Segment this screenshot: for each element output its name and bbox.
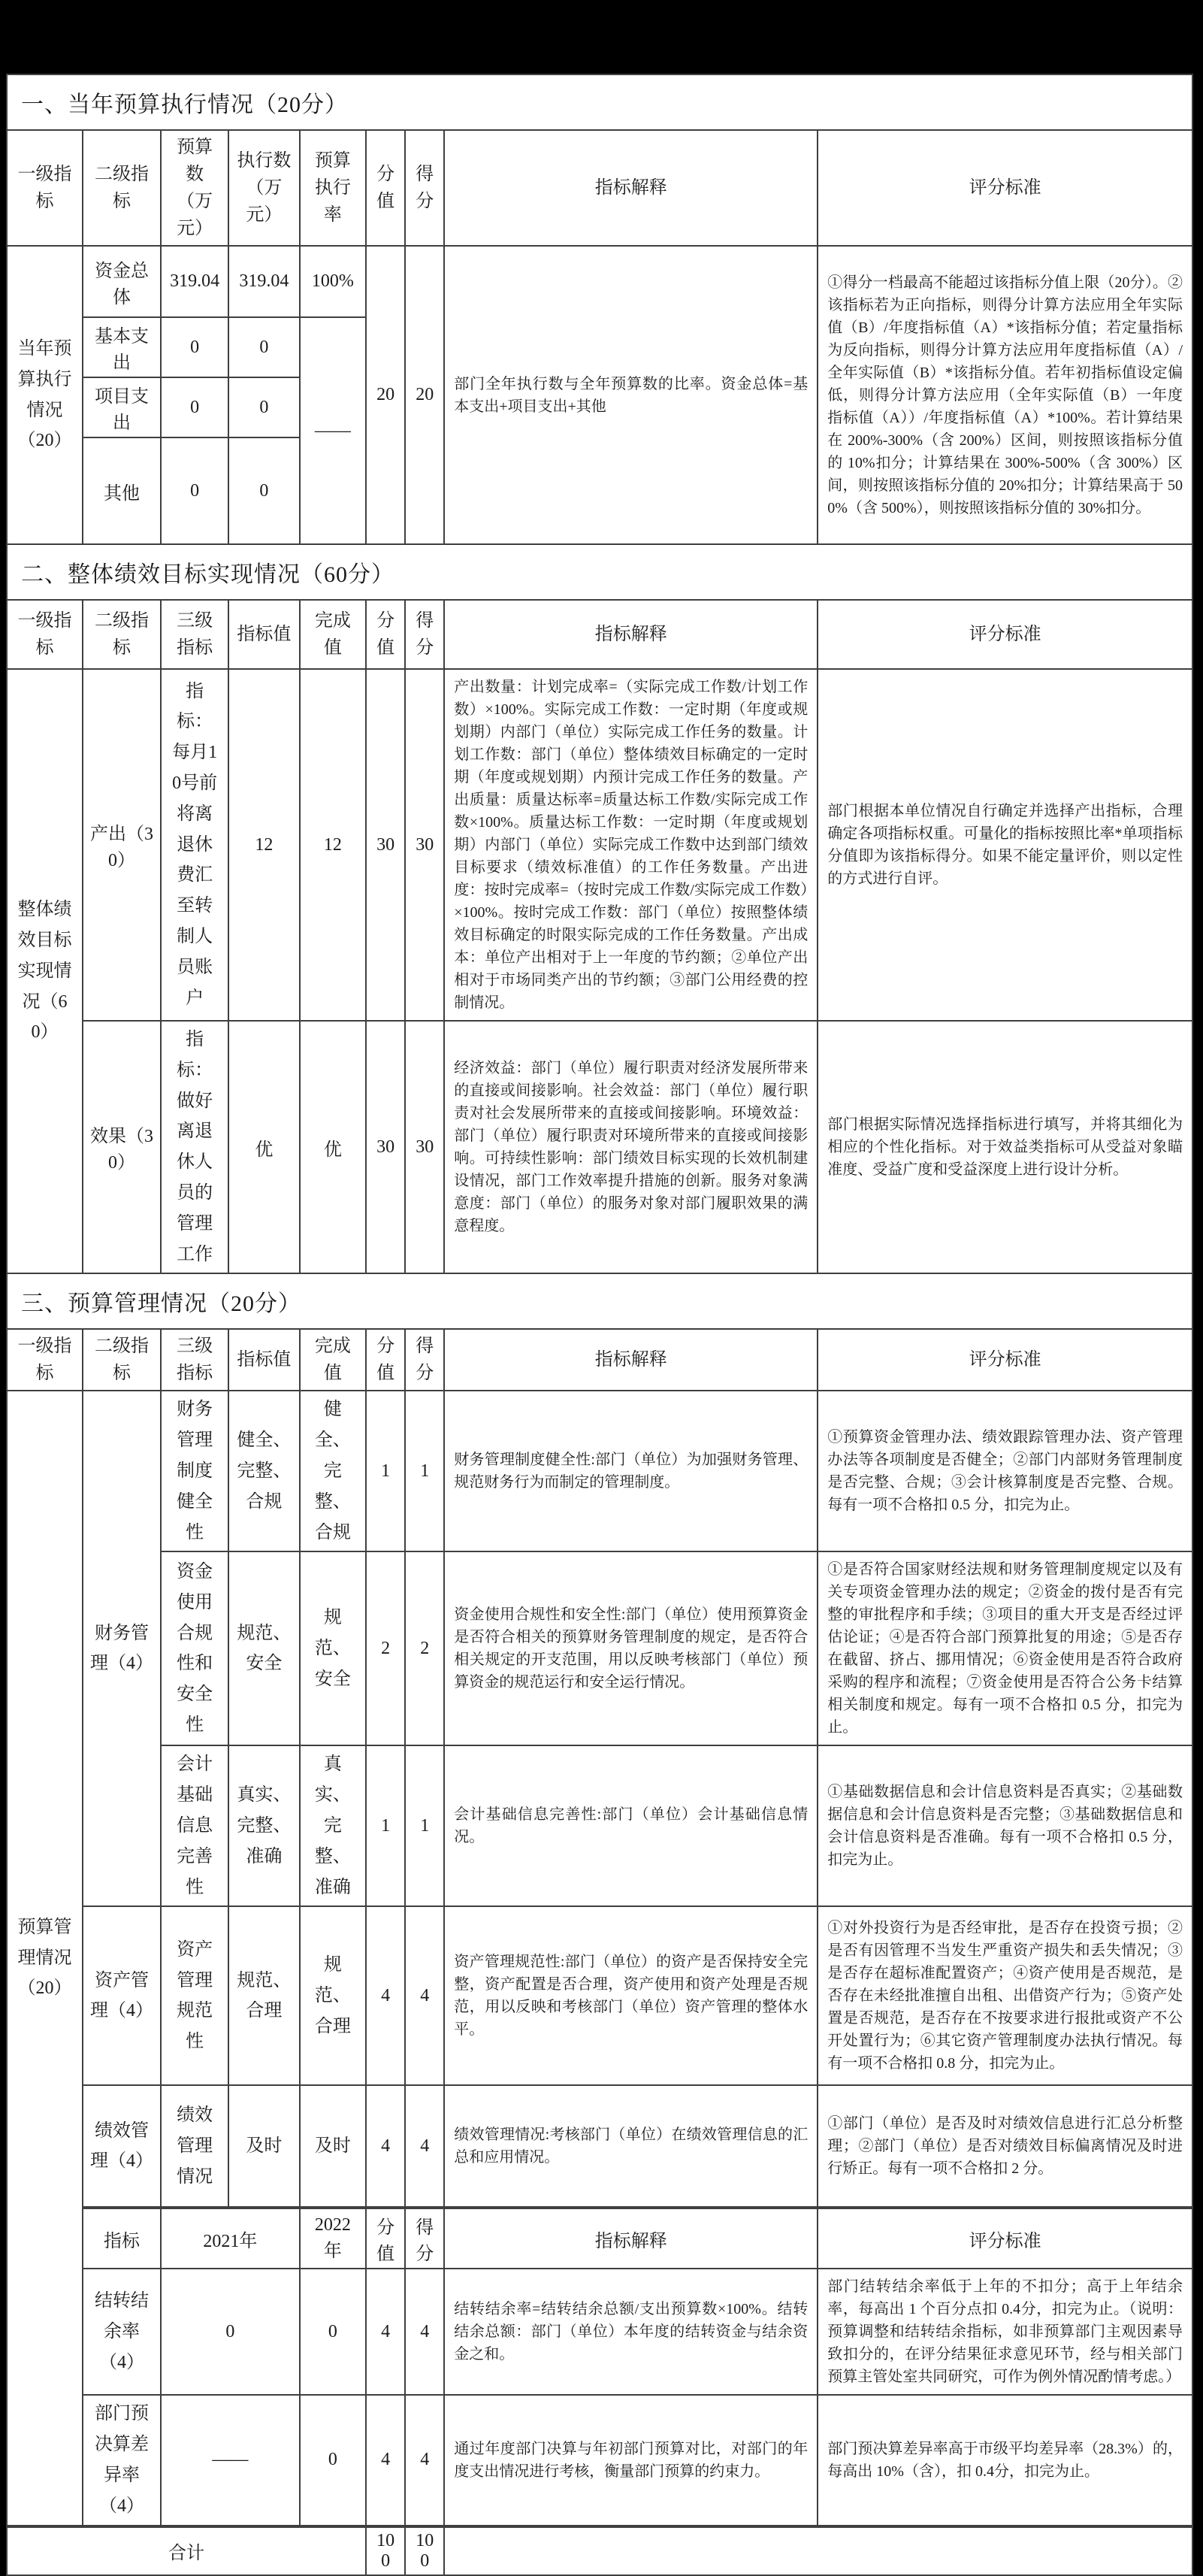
s2-level1-cell: 整体绩效目标实现情况（60）: [7, 669, 83, 1273]
s3-sub-explanation: 指标解释: [444, 2208, 818, 2269]
s1-row1-budget: 0: [161, 317, 228, 377]
s3-total-row: [7, 2526, 1192, 2575]
s3-row2-score: 1: [405, 1745, 444, 1906]
s1-header-row: [7, 130, 1192, 246]
s2-row1-score: 30: [405, 1021, 444, 1273]
s2-row-effect: [7, 1021, 1192, 1273]
s3-yr0-score: 4: [405, 2269, 444, 2395]
s1-row0-label: 资金总体: [83, 246, 161, 317]
s3-yr1-2022: 0: [300, 2395, 366, 2526]
s3-row1-target: 规范、安全: [228, 1551, 300, 1745]
s3-row1-criteria: ①是否符合国家财经法规和财务管理制度规定以及有关专项资金管理办法的规定；②资金的拨付是否有完整的审批程序和手续；③项目的重大开支是否经过评估论证；④是否符合部门预算批复的用途；⑤是否存在截留、挤占、挪用情况；⑥资金使用是否符合政府采购的程序和流程；⑦资金使用是否符合公务卡结算相关制度和规定。每有一项不合格扣 0.5 分，扣完为止。: [818, 1551, 1192, 1745]
s3-row-variance: [7, 2395, 1192, 2526]
s3-row3-level2: 资产管理（4）: [83, 1906, 161, 2085]
s2-row0-level2: 产出（30）: [83, 669, 161, 1021]
s3-row4-score: 4: [405, 2085, 444, 2208]
s2-h-level3: 三级指标: [161, 600, 228, 669]
s3-row4-explanation: 绩效管理情况:考核部门（单位）在绩效管理信息的汇总和应用情况。: [444, 2085, 818, 2208]
s3-row0-level3: 财务管理制度健全性: [161, 1391, 228, 1551]
s3-h-level2: 二级指标: [83, 1329, 161, 1391]
s1-row3-budget: 0: [161, 437, 228, 544]
s3-h-criteria: 评分标准: [818, 1329, 1192, 1391]
s3-sub-score: 得分: [405, 2208, 444, 2269]
s3-row-asset: [7, 1906, 1192, 2085]
s1-row-total: [7, 246, 1192, 317]
s3-row0-score: 1: [405, 1391, 444, 1551]
s2-row1-level2: 效果（30）: [83, 1021, 161, 1273]
s1-row0-executed: 319.04: [228, 246, 300, 317]
s1-rate-rest-cell: ——: [300, 317, 366, 544]
s3-row0-criteria: ①预算资金管理办法、绩效跟踪管理办法、资产管理办法等各项制度是否健全；②部门内部财务管理制度是否完整、合规；③会计核算制度是否完整、合规。每有一项不合格扣 0.5 分，扣完为止。: [818, 1391, 1192, 1551]
s3-row3-criteria: ①对外投资行为是否经审批，是否存在投资亏损；②是否有因管理不当发生严重资产损失和丢失情况；③是否存在超标准配置资产；④资产使用是否规范，是否存在未经批准擅自出租、出借资产行为；⑤资产处置是否规范，是否存在不按要求进行报批或资产不公开处置行为；⑥其它资产管理制度办法执行情况。每有一项不合格扣 0.8 分，扣完为止。: [818, 1906, 1192, 2085]
s1-h-budget: 预算数（万元）: [161, 130, 228, 246]
s2-row0-actual: 12: [300, 669, 366, 1021]
s3-row4-criteria: ①部门（单位）是否及时对绩效信息进行汇总分析整理；②部门（单位）是否对绩效目标偏离情况及时进行矫正。每有一项不合格扣 2 分。: [818, 2085, 1192, 2208]
s2-h-target: 指标值: [228, 600, 300, 669]
s1-row3-executed: 0: [228, 437, 300, 544]
s3-row-carryover: [7, 2269, 1192, 2395]
s3-h-explanation: 指标解释: [444, 1329, 818, 1391]
s3-h-level1: 一级指标: [7, 1329, 83, 1391]
s1-points-cell: 20: [366, 246, 405, 544]
s1-row2-label: 项目支出: [83, 377, 161, 437]
s2-h-level1: 一级指标: [7, 600, 83, 669]
s3-row4-level2: 绩效管理（4）: [83, 2085, 161, 2208]
s3-row4-level3: 绩效管理情况: [161, 2085, 228, 2208]
s2-row1-actual: 优: [300, 1021, 366, 1273]
s3-yr1-points: 4: [366, 2395, 405, 2526]
s3-row0-points: 1: [366, 1391, 405, 1551]
s1-row0-budget: 319.04: [161, 246, 228, 317]
s3-row4-actual: 及时: [300, 2085, 366, 2208]
s3-row2-level3: 会计基础信息完善性: [161, 1745, 228, 1906]
s1-h-explanation: 指标解释: [444, 130, 818, 246]
s3-total-points: 100: [366, 2526, 405, 2575]
s1-h-rate: 预算执行率: [300, 130, 366, 246]
s2-row0-criteria: 部门根据本单位情况自行确定并选择产出指标，合理确定各项指标权重。可量化的指标按照比率*单项指标分值即为该指标得分。如果不能定量评价，则以定性的方式进行自评。: [818, 669, 1192, 1021]
s1-row2-budget: 0: [161, 377, 228, 437]
s2-h-level2: 二级指标: [83, 600, 161, 669]
s3-row2-actual: 真实、完整、准确: [300, 1745, 366, 1906]
s1-h-criteria: 评分标准: [818, 130, 1192, 246]
s2-row-output: [7, 669, 1192, 1021]
s3-row-performance: [7, 2085, 1192, 2208]
s3-yr0-2022: 0: [300, 2269, 366, 2395]
s3-row1-explanation: 资金使用合规性和安全性:部门（单位）使用预算资金是否符合相关的预算财务管理制度的规定，是否符合相关规定的开支范围，用以反映考核部门（单位）预算资金的规范运行和安全运行情况。: [444, 1551, 818, 1745]
s1-row2-executed: 0: [228, 377, 300, 437]
s3-header-row: [7, 1329, 1192, 1391]
s2-row1-level3: 指标：做好离退休人员的管理工作: [161, 1021, 228, 1273]
s2-h-explanation: 指标解释: [444, 600, 818, 669]
s3-yr1-2021: ——: [161, 2395, 300, 2526]
s2-row0-explanation: 产出数量：计划完成率=（实际完成工作数/计划工作数）×100%。实际完成工作数：一定时期（年度或规划期）内部门（单位）实际完成工作任务的数量。计划工作数：部门（单位）整体绩效目标确定的一定时期（年度或规划期）内预计完成工作任务的数量。产出质量：质量达标率=质量达标工作数/实际完成工作数×100%。质量达标工作数：一定时期（年度或规划期）内部门（单位）实际完成工作数中达到部门绩效目标要求（绩效标准值）的工作任务数量。产出进度：按时完成率=（按时完成工作数/实际完成工作数）×100%。按时完成工作数：部门（单位）按照整体绩效目标确定的时限实际完成的工作任务数量。产出成本：单位产出相对于上一年度的节约额；②单位产出相对于市场同类产出的节约额；③部门公用经费的控制情况。: [444, 669, 818, 1021]
s1-explanation-cell: 部门全年执行数与全年预算数的比率。资金总体=基本支出+项目支出+其他: [444, 246, 818, 544]
s3-h-actual: 完成值: [300, 1329, 366, 1391]
s3-sub-2021: 2021年: [161, 2208, 300, 2269]
s3-row-fund-use: [7, 1551, 1192, 1745]
s3-yr0-points: 4: [366, 2269, 405, 2395]
s3-h-target: 指标值: [228, 1329, 300, 1391]
s3-row1-points: 2: [366, 1551, 405, 1745]
s1-row1-label: 基本支出: [83, 317, 161, 377]
s1-h-level1: 一级指标: [7, 130, 83, 246]
s1-h-score: 得分: [405, 130, 444, 246]
s3-sub-2022: 2022年: [300, 2208, 366, 2269]
s2-row1-criteria: 部门根据实际情况选择指标进行填写，并将其细化为相应的个性化指标。对于效益类指标可从受益对象瞄准度、受益广度和受益深度上进行设计分析。: [818, 1021, 1192, 1273]
s3-h-level3: 三级指标: [161, 1329, 228, 1391]
s2-row0-score: 30: [405, 669, 444, 1021]
s3-yr0-label: 结转结余率（4）: [83, 2269, 161, 2395]
s3-yr1-criteria: 部门预决算差异率高于市级平均差异率（28.3%）的，每高出 10%（含），扣 0.4分，扣完为止。: [818, 2395, 1192, 2526]
s2-h-criteria: 评分标准: [818, 600, 1192, 669]
s3-yr1-score: 4: [405, 2395, 444, 2526]
s3-row2-explanation: 会计基础信息完善性:部门（单位）会计基础信息情况。: [444, 1745, 818, 1906]
s3-row1-actual: 规范、安全: [300, 1551, 366, 1745]
s3-group-finance: 财务管理（4）: [83, 1391, 161, 1906]
s2-h-points: 分值: [366, 600, 405, 669]
s3-yr1-explanation: 通过年度部门决算与年初部门预算对比，对部门的年度支出情况进行考核，衡量部门预算的约束力。: [444, 2395, 818, 2526]
s3-row3-points: 4: [366, 1906, 405, 2085]
s3-row-finance-system: [7, 1391, 1192, 1551]
s3-subheader-row: [7, 2208, 1192, 2269]
s3-level1-cell: 预算管理情况（20）: [7, 1391, 83, 2526]
s3-row3-actual: 规范、合理: [300, 1906, 366, 2085]
evaluation-sheet: [6, 75, 1193, 2576]
s3-sub-indicator: 指标: [83, 2208, 161, 2269]
s1-row0-rate: 100%: [300, 246, 366, 317]
s3-row3-explanation: 资产管理规范性:部门（单位）的资产是否保持安全完整，资产配置是否合理，资产使用和资产处理是否规范，用以反映和考核部门（单位）资产管理的整体水平。: [444, 1906, 818, 2085]
section1-title: 一、当年预算执行情况（20分）: [6, 74, 1193, 129]
s3-row1-level3: 资金使用合规性和安全性: [161, 1551, 228, 1745]
s1-row1-executed: 0: [228, 317, 300, 377]
section1-table: [6, 129, 1193, 545]
s3-row2-target: 真实、完整、准确: [228, 1745, 300, 1906]
s3-row4-points: 4: [366, 2085, 405, 2208]
s3-sub-points: 分值: [366, 2208, 405, 2269]
section2-table: [6, 599, 1193, 1274]
s1-h-points: 分值: [366, 130, 405, 246]
s3-h-score: 得分: [405, 1329, 444, 1391]
s3-row-accounting: [7, 1745, 1192, 1906]
s3-row0-actual: 健全、完整、合规: [300, 1391, 366, 1551]
s3-row1-score: 2: [405, 1551, 444, 1745]
s3-row2-points: 1: [366, 1745, 405, 1906]
s3-total-score: 100: [405, 2526, 444, 2575]
s1-h-level2: 二级指标: [83, 130, 161, 246]
s3-yr1-label: 部门预决算差异率（4）: [83, 2395, 161, 2526]
s3-row0-explanation: 财务管理制度健全性:部门（单位）为加强财务管理、规范财务行为而制定的管理制度。: [444, 1391, 818, 1551]
s2-row1-explanation: 经济效益：部门（单位）履行职责对经济发展所带来的直接或间接影响。社会效益：部门（单位）履行职责对社会发展所带来的直接或间接影响。环境效益：部门（单位）履行职责对环境所带来的直接或间接影响。可持续性影响：部门绩效目标实现的长效机制建设情况，部门工作效率提升措施的创新。服务对象满意度：部门（单位）的服务对象对部门履职效果的满意程度。: [444, 1021, 818, 1273]
s1-row3-label: 其他: [83, 437, 161, 544]
section3-table: [6, 1328, 1193, 2575]
s2-header-row: [7, 600, 1192, 669]
s1-level1-cell: 当年预算执行情况（20）: [7, 246, 83, 544]
s3-row0-target: 健全、完整、合规: [228, 1391, 300, 1551]
s3-row3-score: 4: [405, 1906, 444, 2085]
s3-row3-level3: 资产管理规范性: [161, 1906, 228, 2085]
s3-total-label: 合计: [7, 2526, 366, 2575]
s1-h-executed: 执行数（万元）: [228, 130, 300, 246]
s1-criteria-cell: ①得分一档最高不能超过该指标分值上限（20分）。②该指标若为正向指标，则得分计算方法应用全年实际值（B）/年度指标值（A）*该指标分值；若定量指标为反向指标，则得分计算方法应用年度指标值（A）/全年实际值（B）*该指标分值。若年初指标值设定偏低，则得分计算方法应用（全年实际值（B）一年度指标值（A））/年度指标值（A）*100%。若计算结果在 200%-300%（含 200%）区间，则按照该指标分值的 10%扣分；计算结果在 300%-500%（含 300%）区间，则按照该指标分值的 20%扣分；计算结果高于 500%（含 500%），则按照该指标分值的 30%扣分。: [818, 246, 1192, 544]
s3-yr0-explanation: 结转结余率=结转结余总额/支出预算数×100%。结转结余总额：部门（单位）本年度的结转资金与结余资金之和。: [444, 2269, 818, 2395]
s3-row2-criteria: ①基础数据信息和会计信息资料是否真实；②基础数据信息和会计信息资料是否完整；③基础数据信息和会计信息资料是否准确。每有一项不合格扣 0.5 分，扣完为止。: [818, 1745, 1192, 1906]
s3-yr0-criteria: 部门结转结余率低于上年的不扣分；高于上年结余率，每高出 1 个百分点扣 0.4分，扣完为止。（说明：预算调整和结转结余指标，如非预算部门主观因素导致扣分的，在评分结果征求意见环节，经与相关部门预算主管处室共同研究，可作为例外情况酌情考虑。）: [818, 2269, 1192, 2395]
s3-total-empty: [444, 2526, 1192, 2575]
s2-h-actual: 完成值: [300, 600, 366, 669]
s3-yr0-2021: 0: [161, 2269, 300, 2395]
section3-title: 三、预算管理情况（20分）: [6, 1273, 1193, 1328]
s2-row0-level3: 指标：每月10号前将离退休费汇至转制人员账户: [161, 669, 228, 1021]
s2-row0-target: 12: [228, 669, 300, 1021]
s2-row1-target: 优: [228, 1021, 300, 1273]
s1-score-cell: 20: [405, 246, 444, 544]
s3-row3-target: 规范、合理: [228, 1906, 300, 2085]
s3-row4-target: 及时: [228, 2085, 300, 2208]
s3-sub-criteria: 评分标准: [818, 2208, 1192, 2269]
s2-row1-points: 30: [366, 1021, 405, 1273]
s2-row0-points: 30: [366, 669, 405, 1021]
s2-h-score: 得分: [405, 600, 444, 669]
section2-title: 二、整体绩效目标实现情况（60分）: [6, 543, 1193, 599]
s3-h-points: 分值: [366, 1329, 405, 1391]
